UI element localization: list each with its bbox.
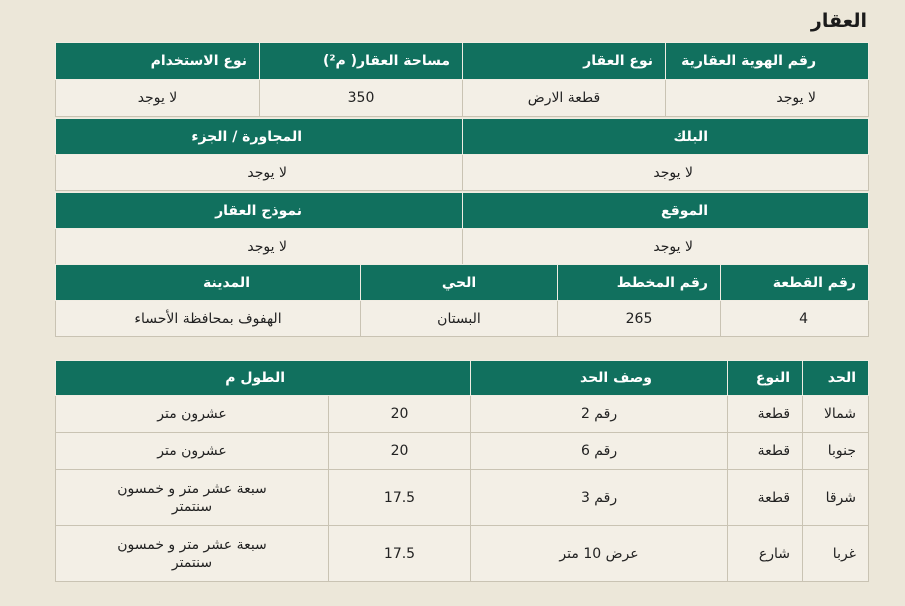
header-usage-type: نوع الاستخدام bbox=[56, 43, 260, 80]
value-plot-number: 4 bbox=[721, 301, 869, 337]
boundary-type: قطعة bbox=[728, 470, 803, 526]
header-city: المدينة bbox=[56, 265, 361, 301]
header-scheme-number: رقم المخطط bbox=[558, 265, 721, 301]
table-row bbox=[56, 526, 869, 582]
value-location: لا يوجد bbox=[463, 229, 869, 265]
header-district: الحي bbox=[361, 265, 558, 301]
block-table bbox=[55, 118, 869, 191]
boundary-length-text: سبعة عشر متر و خمسون سنتمتر bbox=[56, 526, 329, 582]
value-city: الهفوف بمحافظة الأحساء bbox=[56, 301, 361, 337]
location-value-row bbox=[56, 229, 869, 265]
boundaries-table bbox=[55, 360, 869, 582]
header-property-area: مساحة العقار( م²) bbox=[260, 43, 463, 80]
plot-header-row bbox=[56, 265, 869, 301]
value-neighborhood-part: لا يوجد bbox=[56, 155, 463, 191]
boundary-type: قطعة bbox=[728, 396, 803, 433]
header-property-id: رقم الهوية العقارية bbox=[666, 43, 869, 80]
boundary-description: رقم 3 bbox=[471, 470, 728, 526]
boundary-description: رقم 2 bbox=[471, 396, 728, 433]
header-property-model: نموذج العقار bbox=[56, 193, 463, 229]
value-property-model: لا يوجد bbox=[56, 229, 463, 265]
boundary-type: شارع bbox=[728, 526, 803, 582]
block-header-row bbox=[56, 119, 869, 155]
boundary-length: 20 bbox=[329, 433, 471, 470]
value-scheme-number: 265 bbox=[558, 301, 721, 337]
boundary-side: شرقا bbox=[803, 470, 869, 526]
plot-value-row bbox=[56, 301, 869, 337]
boundary-side: شمالا bbox=[803, 396, 869, 433]
boundary-side: جنوبا bbox=[803, 433, 869, 470]
property-header-row bbox=[56, 43, 869, 80]
header-boundary-type: النوع bbox=[728, 361, 803, 396]
header-boundary-description: وصف الحد bbox=[471, 361, 728, 396]
boundary-length: 17.5 bbox=[329, 470, 471, 526]
location-header-row bbox=[56, 193, 869, 229]
header-block: البلك bbox=[463, 119, 869, 155]
header-plot-number: رقم القطعة bbox=[721, 265, 869, 301]
boundary-type: قطعة bbox=[728, 433, 803, 470]
value-property-id: لا يوجد bbox=[666, 80, 869, 117]
plot-table bbox=[55, 264, 869, 337]
table-row bbox=[56, 396, 869, 433]
boundary-length-text: سبعة عشر متر و خمسون سنتمتر bbox=[56, 470, 329, 526]
value-property-area: 350 bbox=[260, 80, 463, 117]
boundary-length: 17.5 bbox=[329, 526, 471, 582]
value-block: لا يوجد bbox=[463, 155, 869, 191]
header-neighborhood-part: المجاورة / الجزء bbox=[56, 119, 463, 155]
header-property-type: نوع العقار bbox=[463, 43, 666, 80]
value-property-type: قطعة الارض bbox=[463, 80, 666, 117]
header-location: الموقع bbox=[463, 193, 869, 229]
location-table bbox=[55, 192, 869, 265]
boundary-description: رقم 6 bbox=[471, 433, 728, 470]
table-row bbox=[56, 470, 869, 526]
header-boundary: الحد bbox=[803, 361, 869, 396]
header-length: الطول م bbox=[56, 361, 471, 396]
boundary-length: 20 bbox=[329, 396, 471, 433]
boundaries-header-row bbox=[56, 361, 869, 396]
boundary-side: غربا bbox=[803, 526, 869, 582]
property-value-row bbox=[56, 80, 869, 117]
value-usage-type: لا يوجد bbox=[56, 80, 260, 117]
boundary-length-text: عشرون متر bbox=[56, 396, 329, 433]
block-value-row bbox=[56, 155, 869, 191]
page-title: العقار bbox=[810, 10, 867, 32]
property-table bbox=[55, 42, 869, 117]
boundary-description: عرض 10 متر bbox=[471, 526, 728, 582]
value-district: البستان bbox=[361, 301, 558, 337]
boundary-length-text: عشرون متر bbox=[56, 433, 329, 470]
table-row bbox=[56, 433, 869, 470]
